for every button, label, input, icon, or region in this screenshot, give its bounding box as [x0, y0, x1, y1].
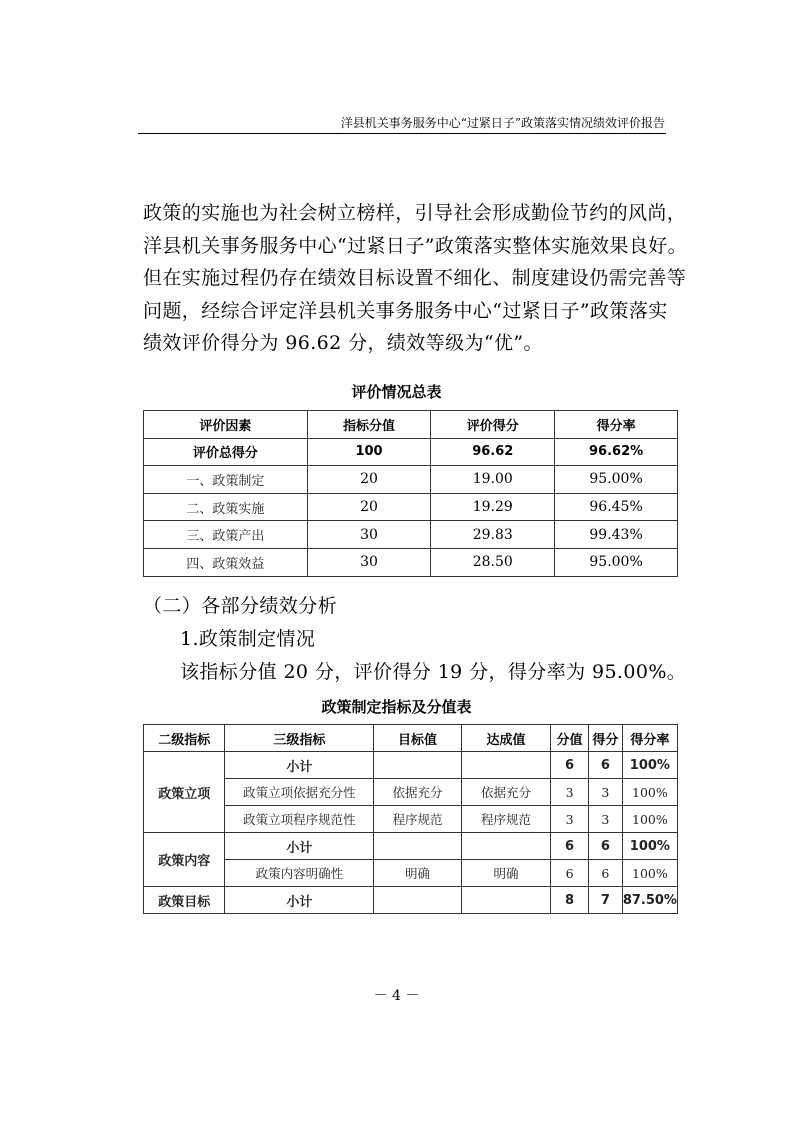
table-cell: 29.83	[431, 521, 555, 549]
table-cell: 28.50	[431, 548, 555, 576]
table-cell: 明确	[461, 860, 550, 887]
table-cell: 100%	[622, 752, 677, 779]
table-cell: 7	[588, 887, 622, 914]
table-cell	[461, 887, 550, 914]
table-cell: 100%	[622, 860, 677, 887]
paragraph-line: 问题，经综合评定洋县机关事务服务中心“过紧日子”政策落实	[143, 299, 668, 322]
column-header: 评价因素	[144, 411, 308, 439]
table-cell: 20	[307, 466, 431, 494]
table-cell: 30	[307, 548, 431, 576]
table-cell: 小计	[225, 887, 374, 914]
table-cell: 6	[588, 752, 622, 779]
table-cell	[461, 833, 550, 860]
table-cell: 3	[551, 779, 589, 806]
table-cell: 6	[588, 833, 622, 860]
table-cell: 一、政策制定	[144, 466, 308, 494]
table-cell: 6	[588, 860, 622, 887]
page-number: － 4 －	[373, 988, 420, 1004]
table-cell: 96.62	[431, 438, 555, 466]
table-cell	[461, 752, 550, 779]
table-cell: 6	[551, 860, 589, 887]
table-header-row	[144, 725, 678, 752]
table-cell: 依据充分	[461, 779, 550, 806]
section-heading: （二）各部分绩效分析	[143, 595, 338, 617]
table-cell: 99.43%	[555, 521, 678, 549]
group-name: 政策立项	[144, 752, 225, 833]
column-header: 二级指标	[144, 725, 225, 752]
group-name: 政策内容	[144, 833, 225, 887]
table-cell: 6	[551, 752, 589, 779]
table-cell: 3	[588, 806, 622, 833]
table-cell	[374, 887, 461, 914]
table-cell: 96.45%	[555, 493, 678, 521]
table-row	[144, 521, 678, 549]
table-cell: 政策立项依据充分性	[225, 779, 374, 806]
summary-table-caption: 评价情况总表	[351, 383, 442, 401]
table-cell: 四、政策效益	[144, 548, 308, 576]
table-cell: 100	[307, 438, 431, 466]
policy-table	[143, 724, 678, 914]
table-cell: 95.00%	[555, 466, 678, 494]
table-subtotal-row	[144, 833, 678, 860]
column-header: 达成值	[461, 725, 550, 752]
table-cell: 100%	[622, 806, 677, 833]
table-cell: 95.00%	[555, 548, 678, 576]
paragraph-line: 绩效评价得分为 96.62 分，绩效等级为“优”。	[143, 332, 543, 354]
group-name: 政策目标	[144, 887, 225, 914]
table-cell: 三、政策产出	[144, 521, 308, 549]
subsection-heading: 1.政策制定情况	[180, 628, 316, 650]
table-cell: 6	[551, 833, 589, 860]
table-row	[144, 548, 678, 576]
table-cell: 政策立项程序规范性	[225, 806, 374, 833]
body-paragraph	[143, 197, 688, 360]
table-total-row	[144, 438, 678, 466]
table-cell: 小计	[225, 752, 374, 779]
column-header: 三级指标	[225, 725, 374, 752]
column-header: 得分率	[555, 411, 678, 439]
subsection-text: 该指标分值 20 分，评价得分 19 分，得分率为 95.00%。	[180, 661, 687, 683]
table-row	[144, 493, 678, 521]
table-cell: 20	[307, 493, 431, 521]
table-cell: 3	[551, 806, 589, 833]
table-cell	[374, 833, 461, 860]
table-cell	[374, 752, 461, 779]
table-cell: 程序规范	[374, 806, 461, 833]
table-cell: 依据充分	[374, 779, 461, 806]
column-header: 得分率	[622, 725, 677, 752]
table-row	[144, 466, 678, 494]
table-cell: 30	[307, 521, 431, 549]
policy-table-caption: 政策制定指标及分值表	[321, 698, 472, 716]
column-header: 分值	[551, 725, 589, 752]
page-header-title: 洋县机关事务服务中心“过紧日子”政策落实情况绩效评价报告	[340, 116, 665, 130]
table-cell: 政策内容明确性	[225, 860, 374, 887]
table-cell: 程序规范	[461, 806, 550, 833]
column-header: 评价得分	[431, 411, 555, 439]
table-cell: 3	[588, 779, 622, 806]
table-header-row	[144, 411, 678, 439]
header-rule	[138, 133, 666, 134]
table-cell: 评价总得分	[144, 438, 308, 466]
table-subtotal-row	[144, 752, 678, 779]
table-cell: 96.62%	[555, 438, 678, 466]
table-cell: 明确	[374, 860, 461, 887]
table-cell: 100%	[622, 833, 677, 860]
table-cell: 19.29	[431, 493, 555, 521]
table-cell: 19.00	[431, 466, 555, 494]
table-subtotal-row	[144, 887, 678, 914]
column-header: 指标分值	[307, 411, 431, 439]
column-header: 得分	[588, 725, 622, 752]
paragraph-line: 政策的实施也为社会树立榜样，引导社会形成勤俭节约的风尚，	[143, 202, 687, 224]
paragraph-line: 但在实施过程仍存在绩效目标设置不细化、制度建设仍需完善等	[143, 267, 687, 289]
table-cell: 87.50%	[622, 887, 677, 914]
summary-table	[143, 410, 678, 577]
paragraph-line: 洋县机关事务服务中心“过紧日子”政策落实整体实施效果良好。	[143, 234, 688, 257]
table-cell: 小计	[225, 833, 374, 860]
table-cell: 100%	[622, 779, 677, 806]
column-header: 目标值	[374, 725, 461, 752]
table-cell: 8	[551, 887, 589, 914]
table-cell: 二、政策实施	[144, 493, 308, 521]
